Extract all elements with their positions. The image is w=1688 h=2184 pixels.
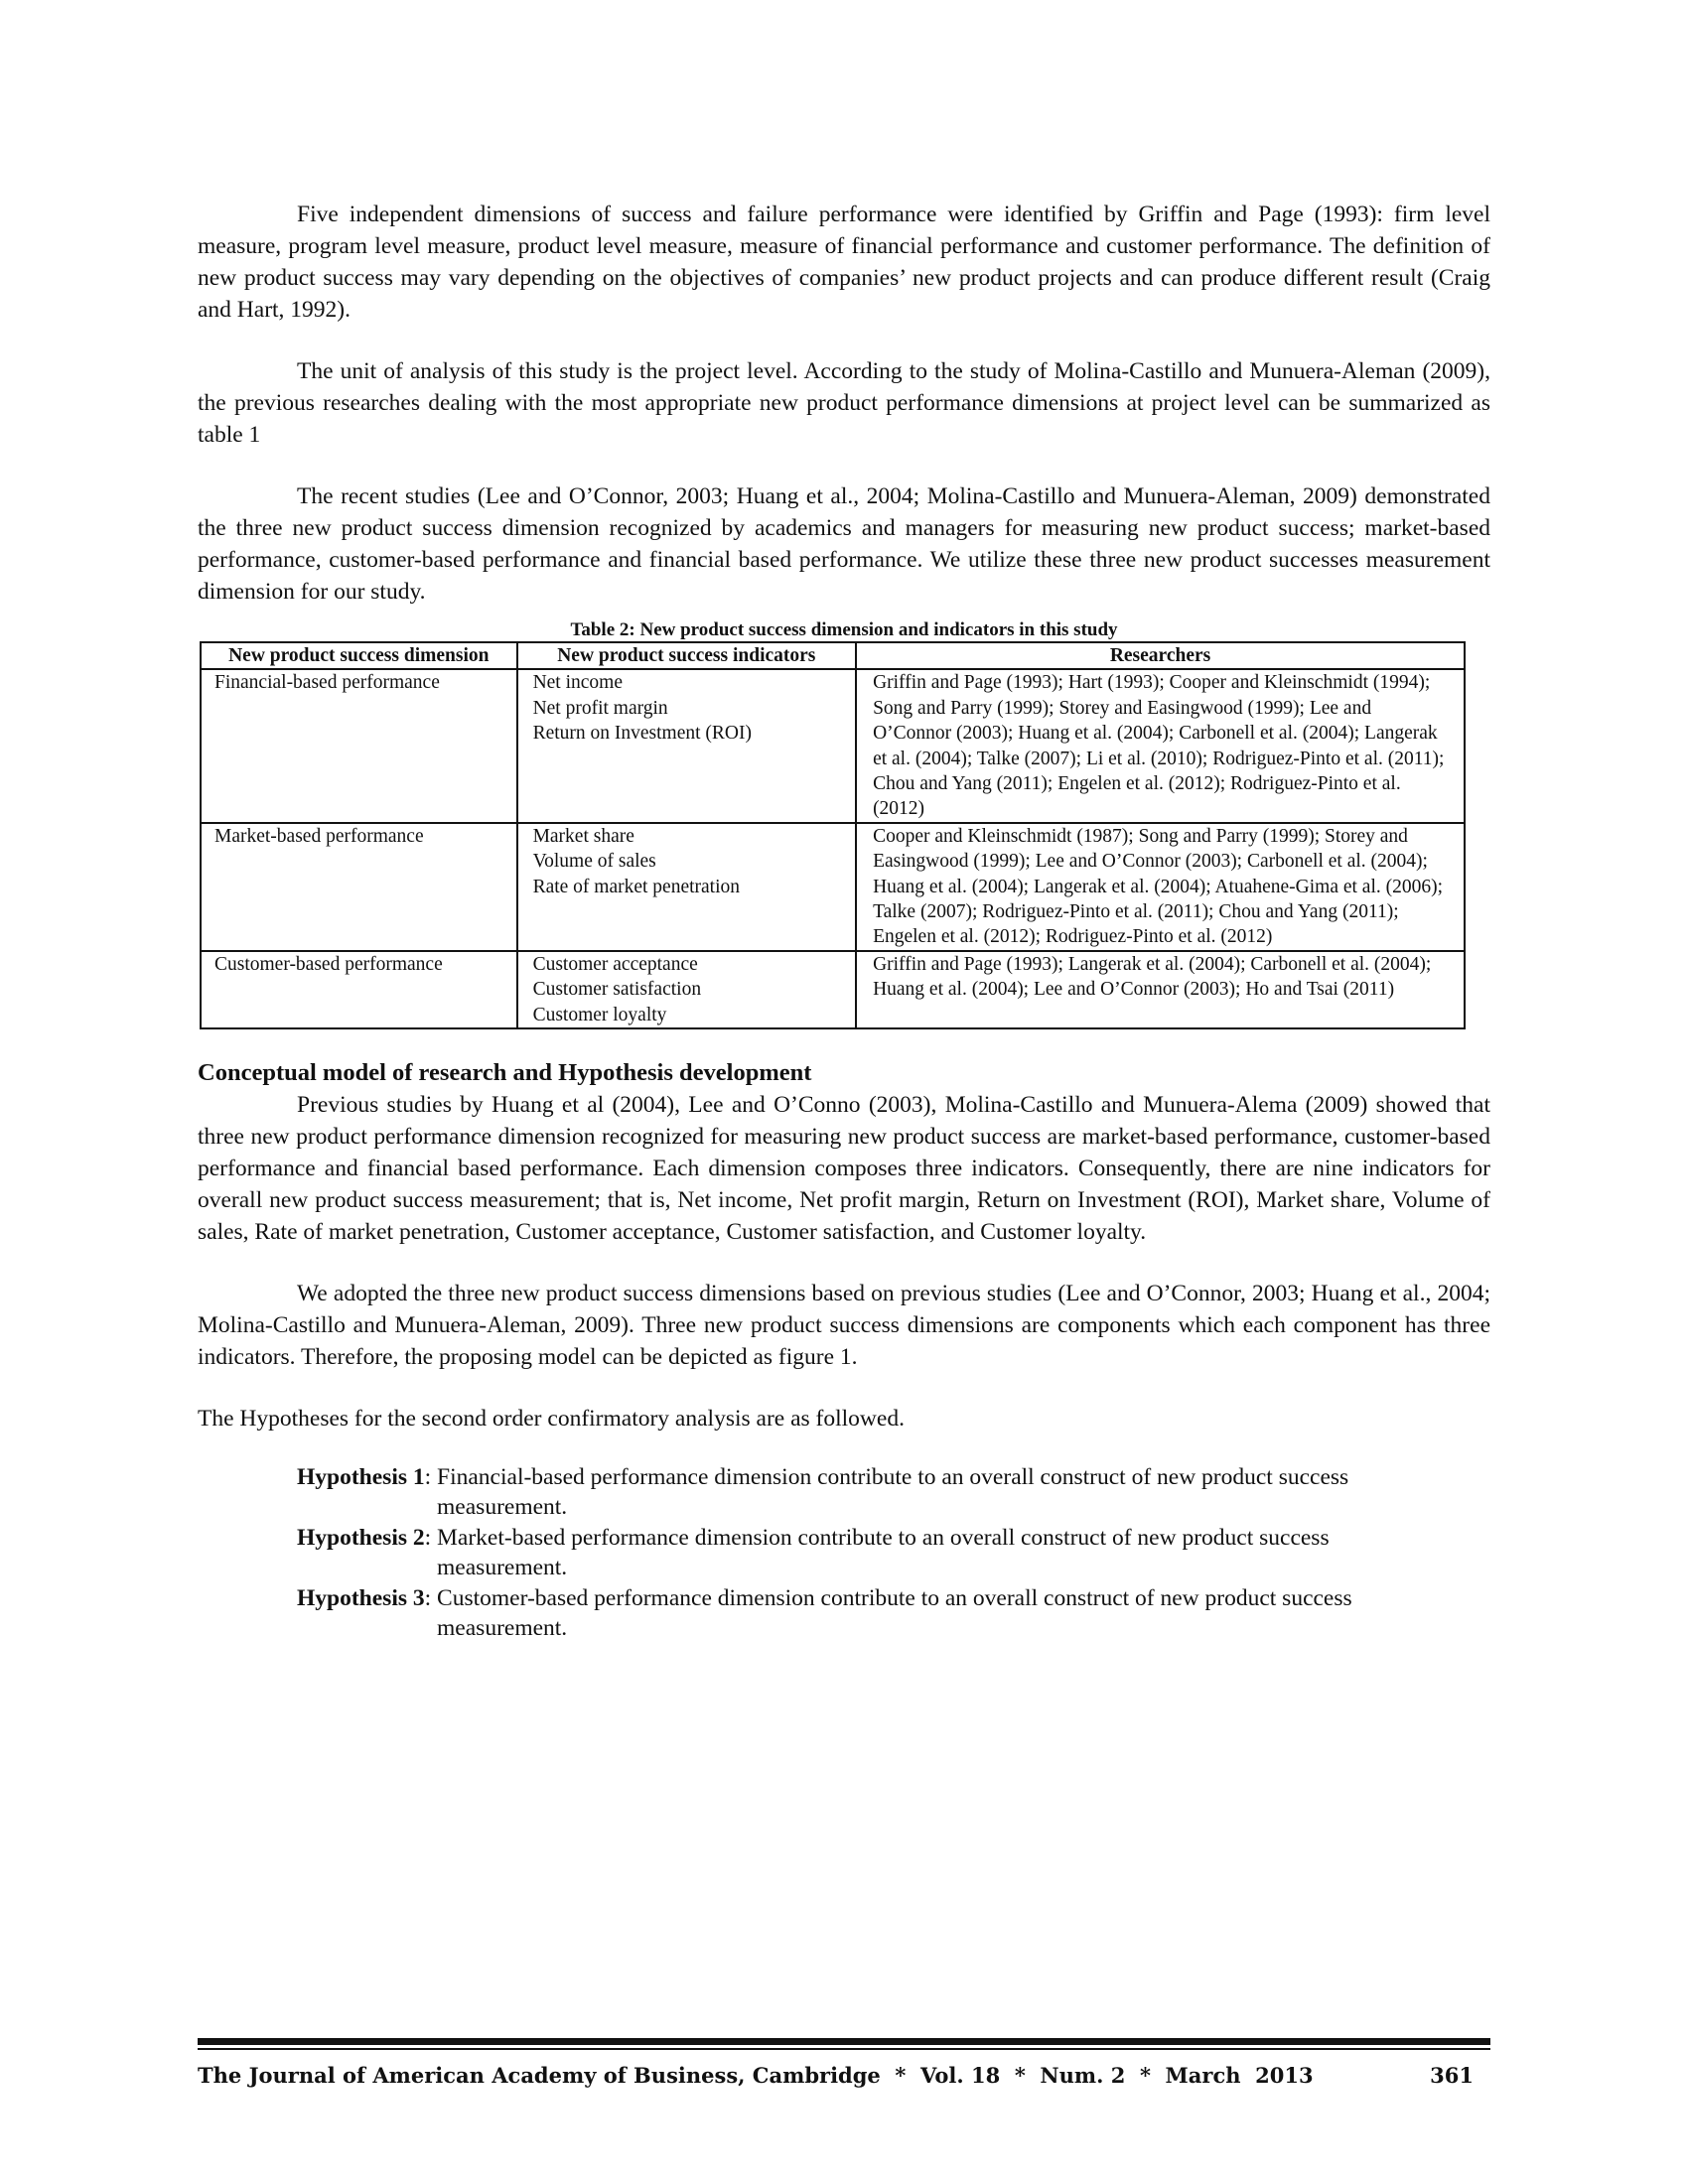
indicator: Volume of sales [532, 851, 656, 873]
table-row [201, 951, 1465, 1028]
researchers-cell: Cooper and Kleinschmidt (1987); Song and Parry (1999); Storey and Easingwood (1999); Lee and O’Connor (2003); Carbonell et al. (2004); Huang et al. (2004); Langerak et al. (2004); Atuahene-Gima et al. (2006); Talke (2007); Rodriguez-Pinto et al. (2011); Chou and Yang (2011); Engelen et al. (2012); Rodriguez-Pinto et al. (2012) [856, 823, 1465, 951]
hypothesis-label: Hypothesis 2 [297, 1525, 425, 1552]
indicators-cell [517, 951, 857, 1028]
header-indicators: New product success indicators [517, 642, 857, 669]
indicator: Customer satisfaction [532, 979, 702, 1001]
indicator: Market share [532, 825, 634, 847]
table-caption: Table 2: New product success dimension and indicators in this study [570, 619, 1118, 640]
paragraph-4: Previous studies by Huang et al (2004), Lee and O’Conno (2003), Molina-Castillo and Munuera-Alema (2009) showed that three new product performance dimension recognized for measuring new product success are market-based performance, customer-based performance and financial based performance. Each dimension composes three indicators. Consequently, there are nine indicators for overall new product success measurement; that is, Net income, Net profit margin, Return on Investment (ROI), Market share, Volume of sales, Rate of market penetration, Customer acceptance, Customer satisfaction, and Customer loyalty. [198, 1092, 1490, 1246]
indicator: Net profit margin [532, 697, 668, 719]
dimension-cell: Customer-based performance [201, 951, 517, 1028]
page-number: 361 [1430, 2063, 1474, 2088]
footer-rule-thin [198, 2048, 1490, 2050]
paragraph-2: The unit of analysis of this study is the project level. According to the study of Molina-Castillo and Munuera-Aleman (2009), the previous researches dealing with the most appropriate new product performance dimensions at project level can be summarized as table 1 [198, 358, 1490, 448]
hypothesis-item: Hypothesis 2 : Market-based performance dimension contribute to an overall construct of new product success measurement. [297, 1523, 1490, 1582]
hypothesis-label: Hypothesis 1 [297, 1464, 425, 1491]
indicator: Rate of market penetration [532, 876, 741, 897]
paragraph-6: The Hypotheses for the second order confirmatory analysis are as followed. [198, 1406, 905, 1433]
indicator: Customer loyalty [532, 1004, 667, 1025]
page-footer [198, 2063, 1474, 2088]
researchers-cell: Griffin and Page (1993); Langerak et al. (2004); Carbonell et al. (2004); Huang et al. (2004); Lee and O’Connor (2003); Ho and Tsai (2011) [856, 951, 1465, 1028]
hypothesis-text-continuation: measurement. [437, 1615, 568, 1642]
indicators-cell [517, 669, 857, 822]
hypothesis-text [437, 1523, 1490, 1582]
table-row [201, 669, 1465, 822]
hypothesis-text-continuation: measurement. [437, 1555, 568, 1581]
success-dimension-table [200, 641, 1466, 1029]
table-header-row [201, 642, 1465, 669]
section-heading: Conceptual model of research and Hypothesis development [198, 1059, 812, 1087]
table-row [201, 823, 1465, 951]
header-researchers: Researchers [856, 642, 1465, 669]
paragraph-3: The recent studies (Lee and O’Connor, 2003; Huang et al., 2004; Molina-Castillo and Munuera-Aleman, 2009) demonstrated the three new product success dimension recognized by academics and managers for measuring new product success; market-based performance, customer-based performance and financial based performance. We utilize these three new product successes measurement dimension for our study. [198, 483, 1490, 605]
hypothesis-text [437, 1583, 1490, 1643]
page-content [198, 199, 1490, 1644]
paragraph-1: Five independent dimensions of success and failure performance were identified by Griffin and Page (1993): firm level measure, program level measure, product level measure, measure of financial performance and customer performance. The definition of new product success may vary depending on the objectives of companies’ new product projects and can produce different result (Craig and Hart, 1992). [198, 202, 1490, 323]
indicators-cell [517, 823, 857, 951]
indicator: Net income [532, 672, 623, 694]
indicator: Customer acceptance [532, 953, 698, 975]
dimension-cell: Market-based performance [201, 823, 517, 951]
hypothesis-text-line: Customer-based performance dimension contribute to an overall construct of new product success [437, 1585, 1352, 1612]
hypothesis-text-continuation: measurement. [437, 1494, 568, 1521]
hypotheses-list [297, 1462, 1490, 1643]
footer-rule-thick [198, 2038, 1490, 2045]
hypothesis-text-line: Market-based performance dimension contribute to an overall construct of new product success [437, 1525, 1330, 1552]
journal-citation: The Journal of American Academy of Business, Cambridge * Vol. 18 * Num. 2 * March 2013 [198, 2063, 1314, 2088]
dimension-cell: Financial-based performance [201, 669, 517, 822]
hypothesis-item: Hypothesis 3 : Customer-based performance dimension contribute to an overall construct of new product success measurement. [297, 1583, 1490, 1643]
indicator: Return on Investment (ROI) [532, 723, 752, 745]
hypothesis-text-line: Financial-based performance dimension contribute to an overall construct of new product success [437, 1464, 1349, 1491]
header-dimension: New product success dimension [201, 642, 517, 669]
hypothesis-label: Hypothesis 3 [297, 1585, 425, 1612]
hypothesis-item: Hypothesis 1 : Financial-based performance dimension contribute to an overall construct of new product success measurement. [297, 1462, 1490, 1522]
hypothesis-text [437, 1462, 1490, 1522]
paragraph-5: We adopted the three new product success dimensions based on previous studies (Lee and O’Connor, 2003; Huang et al., 2004; Molina-Castillo and Munuera-Aleman, 2009). Three new product success dimensions are components which each component has three indicators. Therefore, the proposing model can be depicted as figure 1. [198, 1281, 1490, 1371]
researchers-cell: Griffin and Page (1993); Hart (1993); Cooper and Kleinschmidt (1994); Song and Parry (1999); Storey and Easingwood (1999); Lee and O’Connor (2003); Huang et al. (2004); Carbonell et al. (2004); Langerak et al. (2004); Talke (2007); Li et al. (2010); Rodriguez-Pinto et al. (2011); Chou and Yang (2011); Engelen et al. (2012); Rodriguez-Pinto et al. (2012) [856, 669, 1465, 822]
